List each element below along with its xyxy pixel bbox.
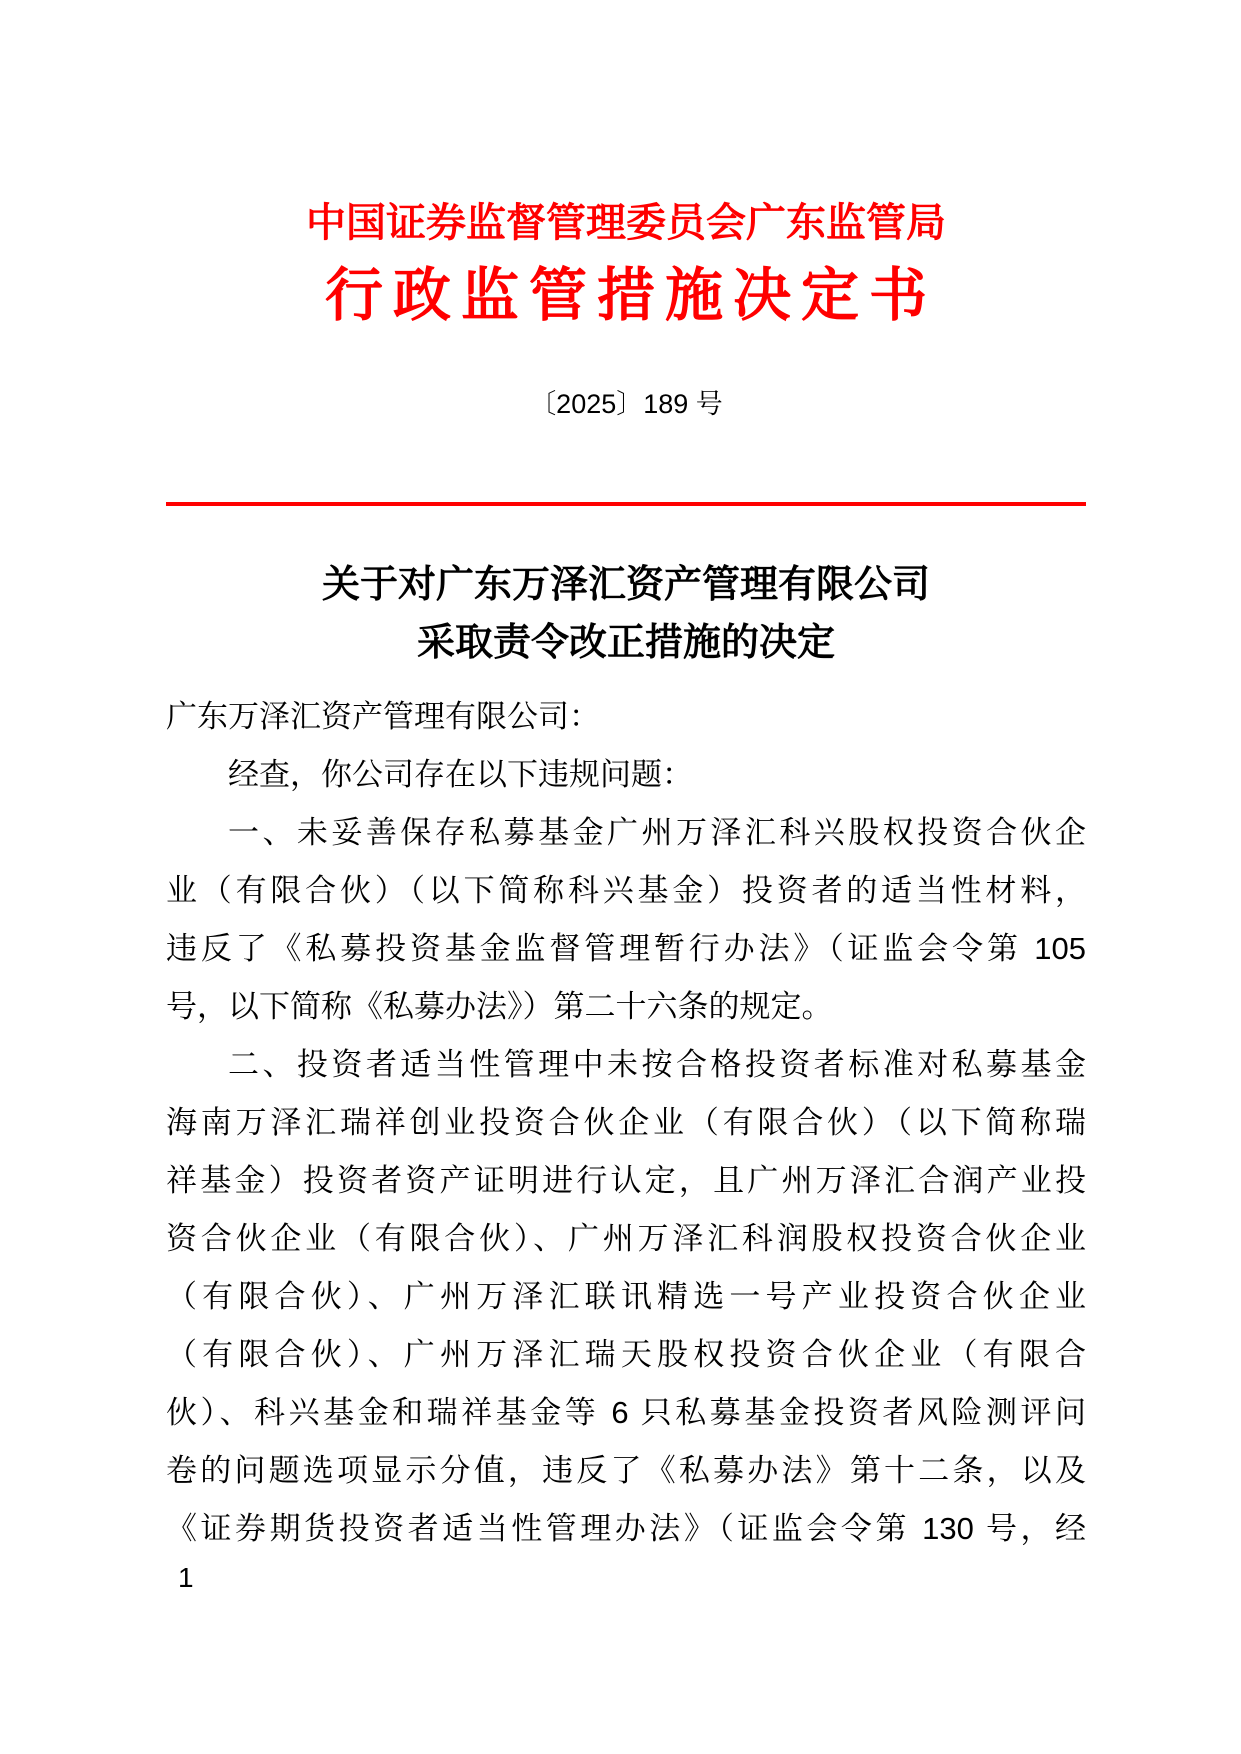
agency-title: 中国证券监督管理委员会广东监管局 [306, 201, 946, 245]
body-line: 号，以下简称《私募办法》）第二十六条的规定。 [166, 989, 833, 1024]
body-line: 海南万泽汇瑞祥创业投资合伙企业（有限合伙）（以下简称瑞 [166, 1105, 1086, 1140]
decision-title [166, 556, 1086, 672]
body-line: 卷的问题选项显示分值，违反了《私募办法》第十二条，以及 [166, 1453, 1086, 1488]
decision-title-line-1: 关于对广东万泽汇资产管理有限公司 [321, 564, 930, 606]
body-line: 祥基金）投资者资产证明进行认定，且广州万泽汇合润产业投 [166, 1163, 1086, 1198]
body-line: （有限合伙）、广州万泽汇联讯精选一号产业投资合伙企业 [166, 1279, 1086, 1314]
body-line: 一、未妥善保存私募基金广州万泽汇科兴股权投资合伙企 [228, 815, 1086, 850]
decision-title-line-2: 采取责令改正措施的决定 [416, 622, 835, 664]
page-number: 1 [178, 1562, 194, 1593]
body-line: 违反了《私募投资基金监督管理暂行办法》（证监会令第 105 [166, 931, 1086, 966]
body-line: 二、投资者适当性管理中未按合格投资者标准对私募基金 [228, 1047, 1086, 1082]
body-line: 广东万泽汇资产管理有限公司： [166, 699, 600, 734]
body-line: 《证券期货投资者适当性管理办法》（证监会令第 130 号，经 [166, 1511, 1086, 1546]
red-divider-line [166, 502, 1086, 506]
body-line: （有限合伙）、广州万泽汇瑞天股权投资合伙企业（有限合 [166, 1337, 1086, 1372]
body-line: 业（有限合伙）（以下简称科兴基金）投资者的适当性材料， [166, 873, 1086, 908]
document-number: 〔2025〕189 号 [529, 389, 723, 419]
document-content [166, 0, 1086, 1558]
document-body [166, 688, 1086, 1558]
body-line: 伙）、科兴基金和瑞祥基金等 6 只私募基金投资者风险测评问 [166, 1395, 1086, 1430]
body-line: 经查，你公司存在以下违规问题： [228, 757, 693, 792]
document-type-title: 行政监管措施决定书 [324, 263, 937, 328]
body-line: 资合伙企业（有限合伙）、广州万泽汇科润股权投资合伙企业 [166, 1221, 1086, 1256]
